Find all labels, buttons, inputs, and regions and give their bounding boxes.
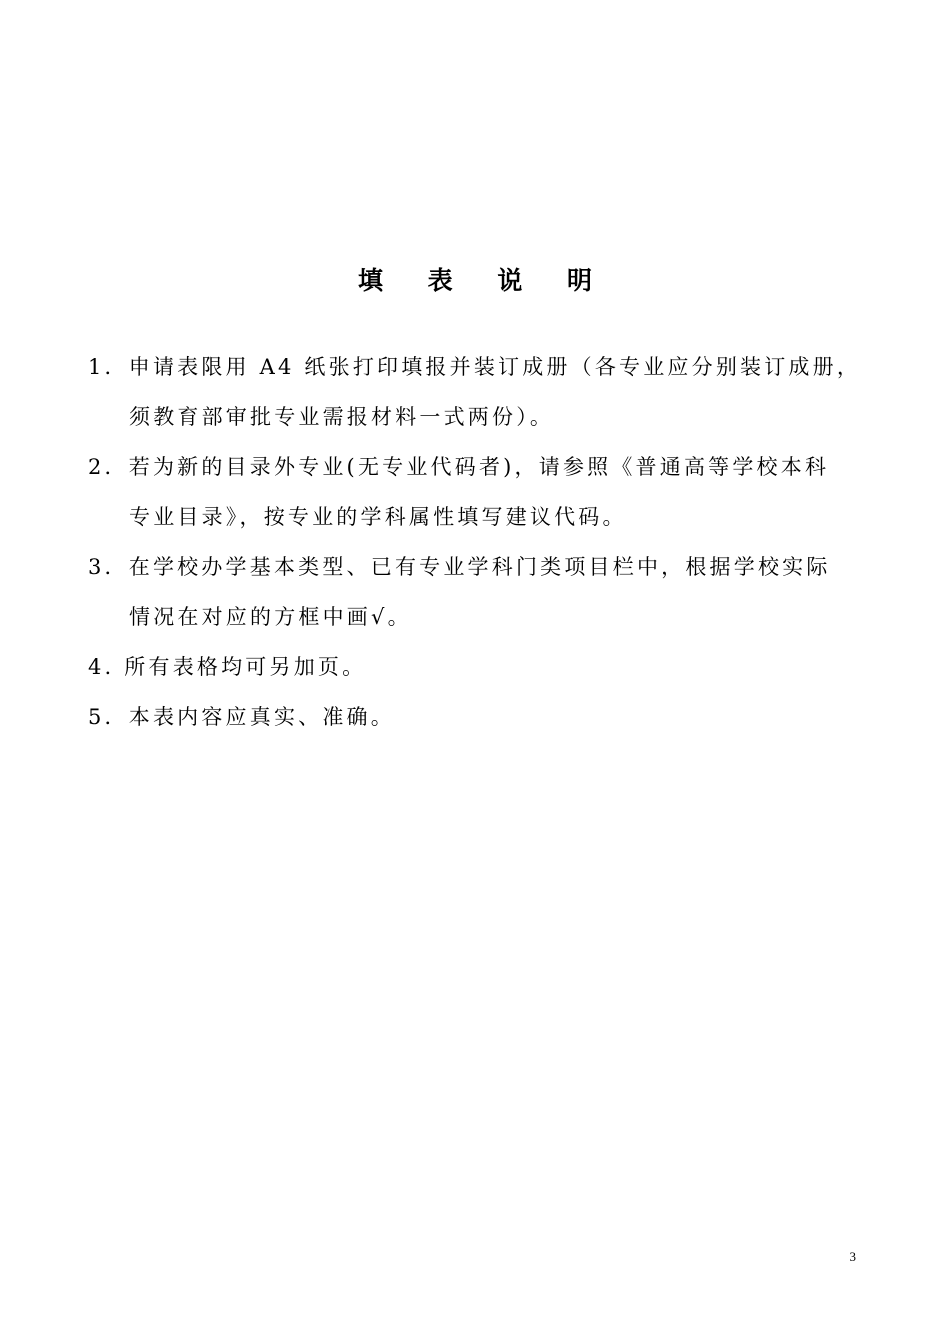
instruction-item-4 [88,642,868,692]
instruction-text: 4. 所有表格均可另加页。 [88,655,367,679]
instruction-text-continued: 须教育部审批专业需报材料一式两份）。 [129,405,555,429]
page-number: 3 [849,1249,856,1264]
instruction-text-continued: 专业目录》，按专业的学科属性填写建议代码。 [129,505,627,529]
instruction-item-3 [88,542,868,642]
page-title: 填 表 说 明 [357,265,611,295]
instruction-text: 2．若为新的目录外专业(无专业代码者)，请参照《普通高等学校本科 [88,455,830,479]
instruction-item-1 [88,342,868,442]
instruction-text-continued: 情况在对应的方框中画√。 [129,605,412,629]
instruction-text: 3．在学校办学基本类型、已有专业学科门类项目栏中，根据学校实际 [88,555,831,579]
instruction-item-2 [88,442,868,542]
instruction-text: 5．本表内容应真实、准确。 [88,705,395,729]
instruction-item-5 [88,692,868,742]
instruction-list [88,342,868,742]
instruction-text: 1．申请表限用 A4 纸张打印填报并装订成册（各专业应分别装订成册， [88,355,862,379]
